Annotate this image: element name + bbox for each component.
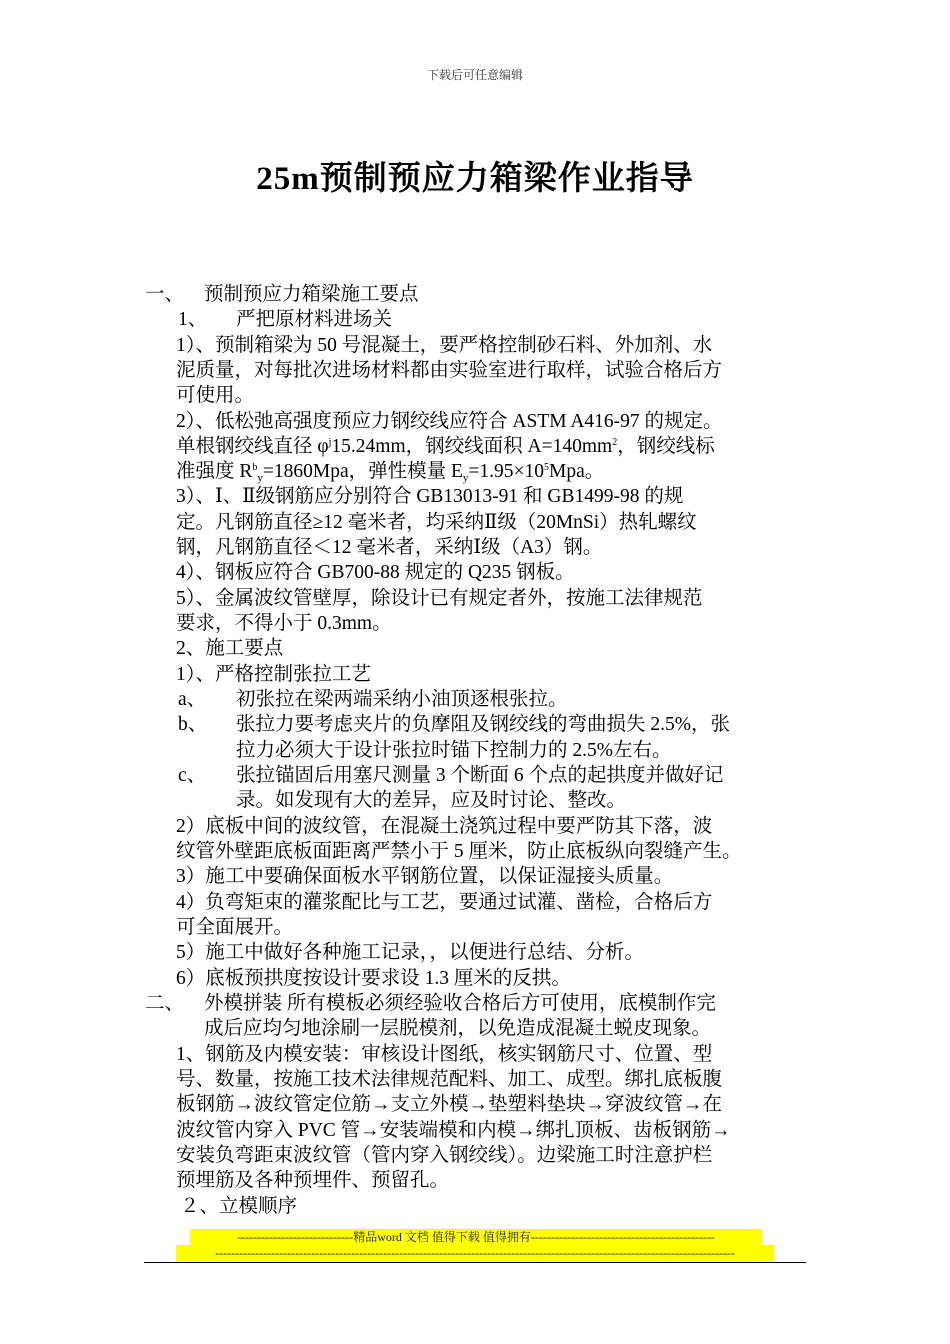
text-run: 单根钢绞线直径 φ (176, 436, 329, 457)
paragraph-line: 2）底板中间的波纹管，在混凝土浇筑过程中要严防其下落，波 (176, 816, 713, 837)
subscript: y (257, 472, 263, 484)
item-b-label: b、 (178, 714, 208, 735)
paragraph-line: 3）、Ⅰ、Ⅱ级钢筋应分别符合 GB13013-91 和 GB1499-98 的规 (176, 486, 684, 507)
section-2-text: 外模拼装 所有模板必须经验收合格后方可使用，底模制作完 (204, 993, 716, 1014)
superscript: j (328, 437, 332, 448)
footer-banner (176, 1229, 774, 1261)
paragraph-line: 可使用。 (176, 385, 255, 406)
text-run: =1860Mpa，弹性模量 E (262, 461, 463, 482)
subsection-2-title: 2、施工要点 (176, 638, 284, 659)
subscript: y (462, 472, 469, 484)
paragraph-line: 定。凡钢筋直径≥12 毫米者，均采纳Ⅱ级（20MnSi）热轧螺纹 (176, 512, 697, 533)
item-a-label: a、 (178, 689, 207, 710)
paragraph-line: 板钢筋→波纹管定位筋→支立外模→垫塑料垫块→穿波纹管→在 (176, 1094, 723, 1115)
paragraph-line: 2）、低松弛高强度预应力钢绞线应符合 ASTM A416-97 的规定。 (176, 411, 723, 432)
subsection-1-number: 1、 (178, 309, 208, 330)
paragraph-line: ２、立模顺序 (180, 1196, 298, 1217)
paragraph-line: 可全面展开。 (176, 917, 294, 938)
document-title: 25m预制预应力箱梁作业指导 (256, 161, 694, 197)
paragraph-line: 4）负弯矩束的灌浆配比与工艺，要通过试灌、凿检，合格后方 (176, 892, 713, 913)
paragraph-line: 4）、钢板应符合 GB700-88 规定的 Q235 钢板。 (176, 562, 575, 583)
section-2-number: 二、 (145, 993, 185, 1014)
paragraph-line: 3）施工中要确保面板水平钢筋位置，以保证湿接头质量。 (176, 866, 674, 887)
item-c-label: c、 (178, 765, 207, 786)
paragraph-line: 1、钢筋及内模安装：审核设计图纸，核实钢筋尺寸、位置、型 (176, 1044, 713, 1065)
superscript: 5 (544, 462, 550, 473)
footer-banner-row: ---------------------------------------------------------------------------------------------------------------------------------- (176, 1245, 774, 1261)
formula-line-strength (176, 459, 604, 485)
item-b-text: 拉力必须大于设计张拉时锚下控制力的 2.5%左右。 (236, 740, 672, 761)
paragraph-line: 波纹管内穿入 PVC 管→安装端模和内模→绑扎顶板、齿板钢筋→ (176, 1120, 731, 1141)
text-run: 15.24mm，钢绞线面积 A=140mm (331, 436, 613, 457)
paragraph-line: 6）底板预拱度按设计要求设 1.3 厘米的反拱。 (176, 968, 571, 989)
superscript: b (252, 462, 258, 473)
section-2-text: 成后应均匀地涂刷一层脱模剂，以免造成混凝土蜕皮现象。 (204, 1018, 712, 1039)
header-note: 下载后可任意编辑 (426, 68, 523, 82)
item-c-text: 录。如发现有大的差异，应及时讨论、整改。 (236, 790, 627, 811)
paragraph-line: 5）、金属波纹管壁厚，除设计已有规定者外，按施工法律规范 (176, 588, 703, 609)
text-run: 准强度 R (176, 461, 253, 482)
footer-banner-row: -----------------------------精品word 文档 值得下载 值得拥有---------------------------------------------- (190, 1229, 762, 1245)
section-1-number: 一、 (145, 284, 185, 305)
paragraph-line: 要求，不得小于 0.3mm。 (176, 613, 392, 634)
paragraph-line: 5）施工中做好各种施工记录，，以便进行总结、分析。 (176, 942, 645, 963)
text-run: ，钢绞线标 (617, 436, 715, 457)
item-c-text: 张拉锚固后用塞尺测量 3 个断面 6 个点的起拱度并做好记 (236, 765, 724, 786)
paragraph-line: 泥质量，对每批次进场材料都由实验室进行取样，试验合格后方 (176, 360, 723, 381)
paragraph-line: 号、数量，按施工技术法律规范配料、加工、成型。绑扎底板腹 (176, 1069, 723, 1090)
paragraph-line: 安装负弯距束波纹管（管内穿入钢绞线）。边梁施工时注意护栏 (176, 1145, 713, 1166)
item-a-text: 初张拉在梁两端采纳小油顶逐根张拉。 (236, 689, 568, 710)
section-1-title: 预制预应力箱梁施工要点 (204, 284, 419, 305)
paragraph-line: 预埋筋及各种预埋件、预留孔。 (176, 1170, 450, 1191)
paragraph-line: 纹管外壁距底板面距离严禁小于 5 厘米，防止底板纵向裂缝产生。 (176, 841, 742, 862)
paragraph-line: 1）、严格控制张拉工艺 (176, 664, 372, 685)
footer-divider (144, 1262, 806, 1263)
text-run: Mpa。 (549, 461, 605, 482)
formula-line-strand (176, 434, 715, 460)
subsection-1-title: 严把原材料进场关 (236, 309, 393, 330)
superscript: 2 (612, 437, 618, 448)
item-b-text: 张拉力要考虑夹片的负摩阻及钢绞线的弯曲损失 2.5%，张 (236, 714, 730, 735)
paragraph-line: 钢，凡钢筋直径＜12 毫米者，采纳Ⅰ级（A3）钢。 (176, 537, 603, 558)
text-run: =1.95×10 (468, 461, 545, 482)
paragraph-line: 1）、预制箱梁为 50 号混凝土，要严格控制砂石料、外加剂、水 (176, 335, 713, 356)
